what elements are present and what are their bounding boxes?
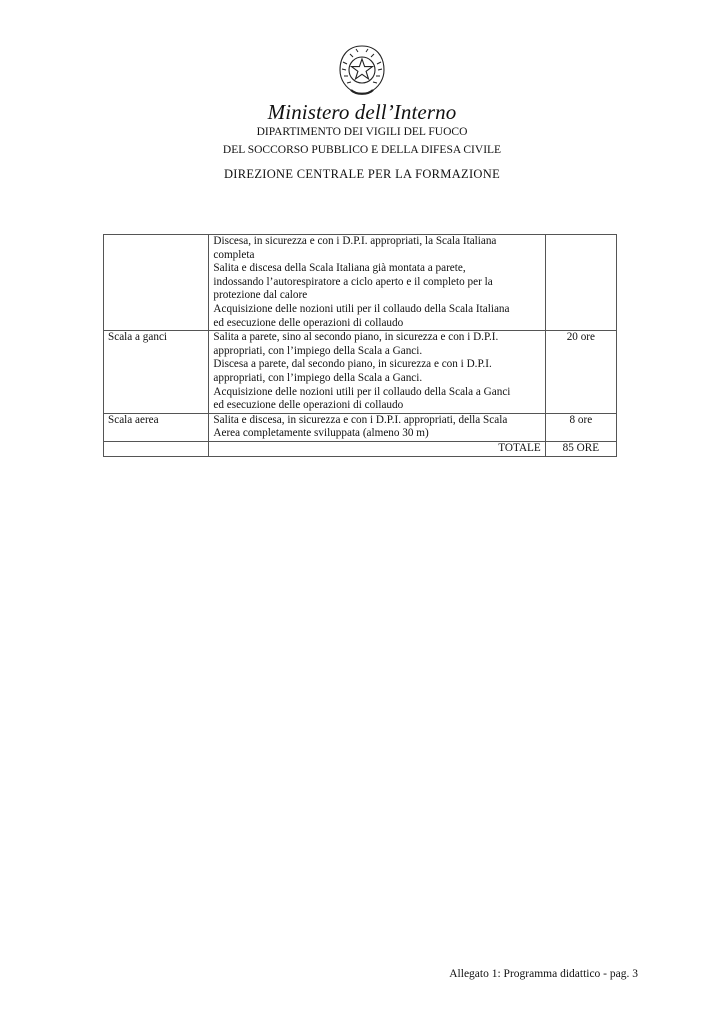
hours-cell: 20 ore	[545, 331, 616, 414]
hours-cell	[545, 235, 616, 331]
activities-cell	[209, 235, 545, 331]
hours-cell: 8 ore	[545, 413, 616, 441]
activity-line: ed esecuzione delle operazioni di collaudo	[213, 399, 404, 412]
activity-line: Discesa a parete, dal secondo piano, in sicurezza e con i D.P.I.	[213, 358, 492, 371]
ministry-title: Ministero dell’Interno	[267, 100, 457, 124]
total-label: TOTALE	[209, 441, 545, 456]
activity-line: Acquisizione delle nozioni utili per il collaudo della Scala a Ganci	[213, 385, 511, 398]
activity-line: Salita a parete, sino al secondo piano, in sicurezza e con i D.P.I.	[213, 331, 499, 344]
training-program-table	[103, 234, 617, 457]
activity-line: Discesa, in sicurezza e con i D.P.I. appropriati, la Scala Italiana	[213, 235, 497, 247]
department-line-2: DEL SOCCORSO PUBBLICO E DELLA DIFESA CIVILE	[222, 144, 502, 156]
table-row	[104, 331, 617, 414]
module-name-cell: Scala a ganci	[104, 331, 209, 414]
department-line-1: DIPARTIMENTO DEI VIGILI DEL FUOCO	[256, 126, 468, 138]
activity-line: Salita e discesa della Scala Italiana già montata a parete,	[213, 262, 466, 275]
total-row	[104, 441, 617, 456]
module-name-cell	[104, 235, 209, 331]
empty-cell	[104, 441, 209, 456]
activity-line: Aerea completamente sviluppata (almeno 30 m)	[213, 427, 429, 440]
total-value: 85 ORE	[545, 441, 616, 456]
activity-line: appropriati, con l’impiego della Scala a Ganci.	[213, 371, 423, 384]
activities-cell	[209, 413, 545, 441]
activity-line: protezione dal calore	[213, 289, 308, 302]
table-row	[104, 413, 617, 441]
page-footer: Allegato 1: Programma didattico - pag. 3	[449, 968, 638, 980]
italian-republic-emblem-icon	[334, 42, 390, 98]
module-name-cell: Scala aerea	[104, 413, 209, 441]
activity-line: completa	[213, 248, 255, 261]
activity-line: Salita e discesa, in sicurezza e con i D.P.I. appropriati, della Scala	[213, 413, 508, 426]
directorate-title: DIREZIONE CENTRALE PER LA FORMAZIONE	[223, 167, 501, 181]
activity-line: appropriati, con l’impiego della Scala a Ganci.	[213, 344, 423, 357]
table-row	[104, 235, 617, 331]
activity-line: ed esecuzione delle operazioni di collaudo	[213, 316, 404, 329]
activity-line: Acquisizione delle nozioni utili per il collaudo della Scala Italiana	[213, 302, 510, 315]
activities-cell	[209, 331, 545, 414]
activity-line: indossando l’autorespiratore a ciclo aperto e il completo per la	[213, 275, 493, 288]
